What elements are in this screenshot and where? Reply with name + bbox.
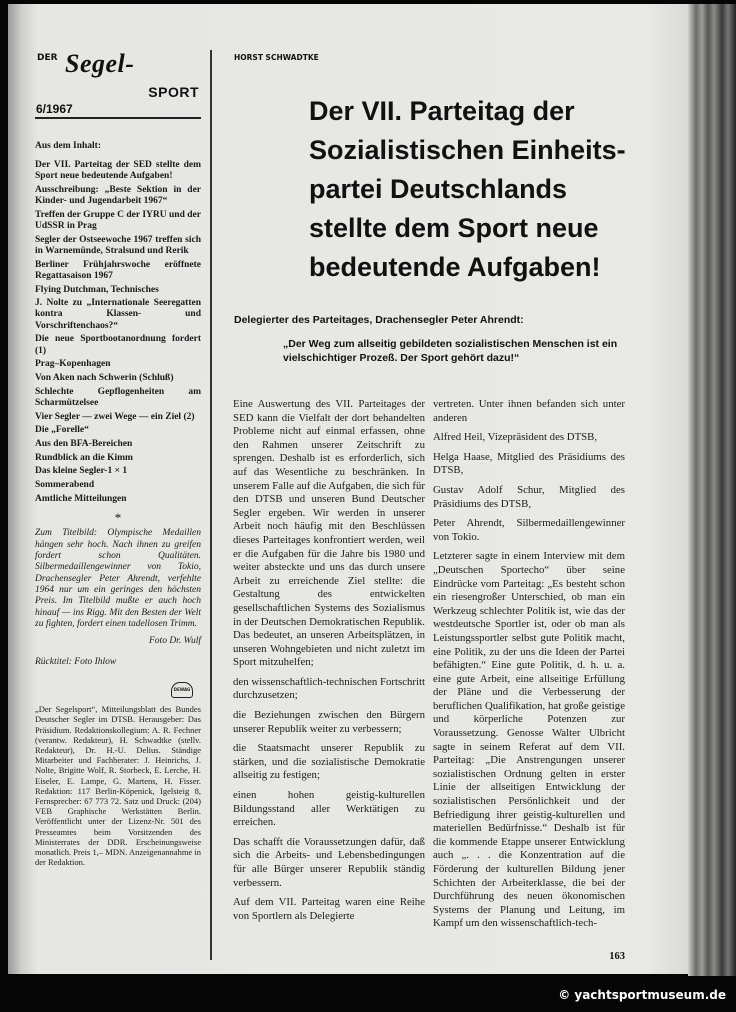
toc-item: Aus den BFA-Bereichen: [35, 438, 133, 449]
headline-line: Sozialistischen Einheits-: [309, 135, 626, 165]
toc-item: Treffen der Gruppe C der IYRU und der UdSSR in Prag: [35, 209, 201, 232]
toc-item: Der VII. Parteitag der SED stellte dem Sport neue bedeutende Aufgaben!: [35, 160, 201, 182]
toc-title: Aus dem Inhalt:: [35, 141, 101, 151]
toc-item: Schlechte Gepflogenheiten am Scharmützelsee: [35, 386, 201, 408]
back-cover-credit: Rücktitel: Foto Ihlow: [35, 657, 117, 668]
table-of-contents: [35, 160, 201, 507]
cover-caption: Zum Titelbild: Olympische Medaillen hängen sehr hoch. Nach ihnen zu greifen fordert schon Qualitäten. Silbermedaillengewinner von Tokio, Drachensegler Peter Ahrendt, verfehlte 1964 nur um ein geringes den höchsten Preis. Im Titelbild mußte er auch hoch hinauf — ins Rigg. Mit den Besten der Welt zu fighten, fordert einen tadellosen Trimm.: [35, 528, 201, 629]
toc-item: Die neue Sportbootanordnung fordert (1): [35, 334, 201, 356]
body-column-2: [433, 398, 625, 963]
paragraph: Peter Ahrendt, Silbermedaillengewinner von Tokio.: [433, 517, 625, 543]
toc-item: Ausschreibung: „Beste Sektion in der Kinder- und Jugendarbeit 1967“: [35, 184, 201, 207]
toc-item: Das kleine Segler-1 × 1: [35, 466, 128, 477]
book-binding: [688, 4, 736, 979]
paragraph: Alfred Heil, Vizepräsident des DTSB,: [433, 431, 598, 444]
toc-item: Von Aken nach Schwerin (Schluß): [35, 372, 174, 383]
toc-item: Segler der Ostseewoche 1967 treffen sich in Warnemünde, Stralsund und Rerik: [35, 234, 201, 256]
sidebar-column: [35, 140, 201, 867]
page-number: 163: [609, 950, 625, 962]
toc-item: Sommerabend: [35, 480, 95, 491]
headline-line: Der VII. Parteitag der: [309, 96, 575, 126]
toc-item: J. Nolte zu „Internationale Seeregatten kontra Klassen- und Vorschriftenchaos?“: [35, 298, 201, 331]
headline-line: bedeutende Aufgaben!: [309, 252, 601, 282]
paragraph: die Staatsmacht unserer Republik zu stärken, und die sozialistische Demokratie allseitig zu festigen;: [233, 742, 425, 782]
toc-item: Prag–Kopenhagen: [35, 359, 111, 370]
paragraph: den wissenschaftlich-technischen Fortschritt durchzusetzen;: [233, 675, 425, 702]
divider: [35, 117, 201, 119]
paragraph: die Beziehungen zwischen den Bürgern unserer Republik weiter zu verbessern;: [233, 709, 425, 735]
toc-item: Berliner Frühjahrswoche eröffnete Regattasaison 1967: [35, 259, 201, 281]
paragraph: vertreten. Unter ihnen befanden sich unter anderen: [433, 398, 625, 424]
paragraph: Letzterer sagte in einem Interview mit dem „Deutschen Sportecho“ über seine Eindrücke vom Parteitag: „Es besteht schon ein riesengroßer Unterschied, ob man ein Werkzeug schlechter Politik ist, wie das der westdeutsche Sportler ist, oder ob man als Leistungssportler selbst gute Politik macht, eine Politik, zu der uns die Ideen der Partei befähigten.“ Eine gute Politik, d. h. u. a. eine gute Arbeit, eine allseitige Erfüllung der Pläne und die Verbesserung der beruflichen Qualifikation, hat große geistige und körperliche Potenzen zur Voraussetzung. Genosse Walter Ulbricht sagte in seinem Referat auf dem VII. Parteitag: „Die Anstrengungen unserer sozialistischen Ordnung gelten in erster Linie der allseitigen Entwicklung der sozialistischen Persönlichkeit und der Befriedigung ihrer geistig-kulturellen und materiellen Bedürfnisse.“ Deshalb ist für die kommende Etappe unserer Entwicklung auch „. . . die Konzentration auf die Förderung der kulturellen Bildung jener Schichten der Arbeiterklasse, die bei der Durchführung des neuen ökonomischen Systems der Planung und Leitung, im Kampf um den wissenschaftlich-tech-: [433, 550, 625, 930]
photo-credit: Foto Dr. Wulf: [149, 636, 201, 647]
headline-line: stellte dem Sport neue: [309, 213, 599, 243]
paragraph: einen hohen geistig-kulturellen Bildungsstand aller Werktätigen zu erreichen.: [233, 789, 425, 829]
headline-line: partei Deutschlands: [309, 174, 568, 204]
toc-item: Rundblick an die Kimm: [35, 452, 133, 463]
masthead-der: DER: [37, 53, 58, 63]
toc-item: Die „Forelle“: [35, 425, 89, 436]
toc-item: Flying Dutchman, Technisches: [35, 284, 159, 295]
masthead: [35, 48, 201, 120]
watermark: © yachtsportmuseum.de: [558, 988, 726, 1002]
paragraph: Eine Auswertung des VII. Parteitages der SED kann die Vielfalt der dort behandelten Probleme nicht auf einmal erfassen, ohne den Rahmen unserer Zeitschrift zu sprengen. Deshalb ist es erforderlich, sich auf das Wesentliche zu beschränken. In unserem Falle auf die Aufgaben, die sich für den DTSB und unseren Bund Deutscher Segler ergeben. Wir werden in unserer Arbeit noch häufig mit den Beschlüssen dieses Parteitages konfrontiert werden, weil er die Aufgaben für die Jahre bis 1980 und weiter absteckte und uns das durch unsere Arbeit zu erreichende Ziel stellte: die Gestaltung des entwickelten gesellschaftlichen Systems des Sozialismus in der Deutschen Demokratischen Republik. Das bedeutet, an unseren Arbeitsplätzen, in unseren Wohngebieten und nicht zuletzt im Sport mitzuhelfen;: [233, 398, 425, 669]
body-column-1: [233, 398, 425, 929]
toc-item: Vier Segler — zwei Wege — ein Ziel (2): [35, 411, 195, 422]
toc-item: Amtliche Mitteilungen: [35, 493, 127, 504]
paragraph: Gustav Adolf Schur, Mitglied des Präsidiums des DTSB,: [433, 483, 625, 510]
star-separator: *: [114, 510, 122, 526]
author: HORST SCHWADTKE: [234, 53, 319, 62]
paragraph: Das schafft die Voraussetzungen dafür, daß sich die Arbeits- und Lebensbedingungen für alle Bürger unserer Republik ständig verbessern.: [233, 835, 425, 889]
paragraph: Auf dem VII. Parteitag waren eine Reihe von Sportlern als Delegierte: [233, 896, 425, 922]
pull-quote: „Der Weg zum allseitig gebildeten sozialistischen Menschen ist ein vielschichtiger Prozeß. Der Sport gehört dazu!“: [283, 338, 618, 364]
masthead-sport: SPORT: [148, 84, 199, 100]
paragraph: Helga Haase, Mitglied des Präsidiums des DTSB,: [433, 450, 625, 477]
imprint: „Der Segelsport“, Mitteilungsblatt des Bundes Deutscher Segler im DTSB. Herausgeber: Das Präsidium. Redaktionskollegium: A. R. Fechner (verantw. Redakteur), H. Schwadtke (stellv. Redakteur), Dr. H.-U. Delius. Ständige Mitarbeiter und Fachberater: J. Heinrichs, J. Nolte, Brigitte Wolf, R. Storbeck, E. Lerche, H. Eiseler, E. Lampe, G. Martens, H. Fisser. Redaktion: 117 Berlin-Köpenick, Igelsteig 8, Fernsprecher: 67 773 72. Satz und Druck: (204) VEB Graphische Werkstätten Berlin. Veröffentlicht unter der Lizenz-Nr. 501 des Presseamtes beim Vorsitzenden des Ministerrates der DDR. Erscheinungsweise monatlich. Preis 1,– MDN. Anzeigenannahme in der Redaktion.: [35, 704, 201, 868]
masthead-segel: Segel-: [65, 49, 135, 78]
publisher-logo: DEWAG: [171, 682, 193, 698]
lead-line: Delegierter des Parteitages, Drachensegler Peter Ahrendt:: [234, 314, 524, 326]
headline: [309, 92, 669, 287]
column-divider: [210, 50, 212, 960]
issue-number: 6/1967: [36, 102, 73, 116]
